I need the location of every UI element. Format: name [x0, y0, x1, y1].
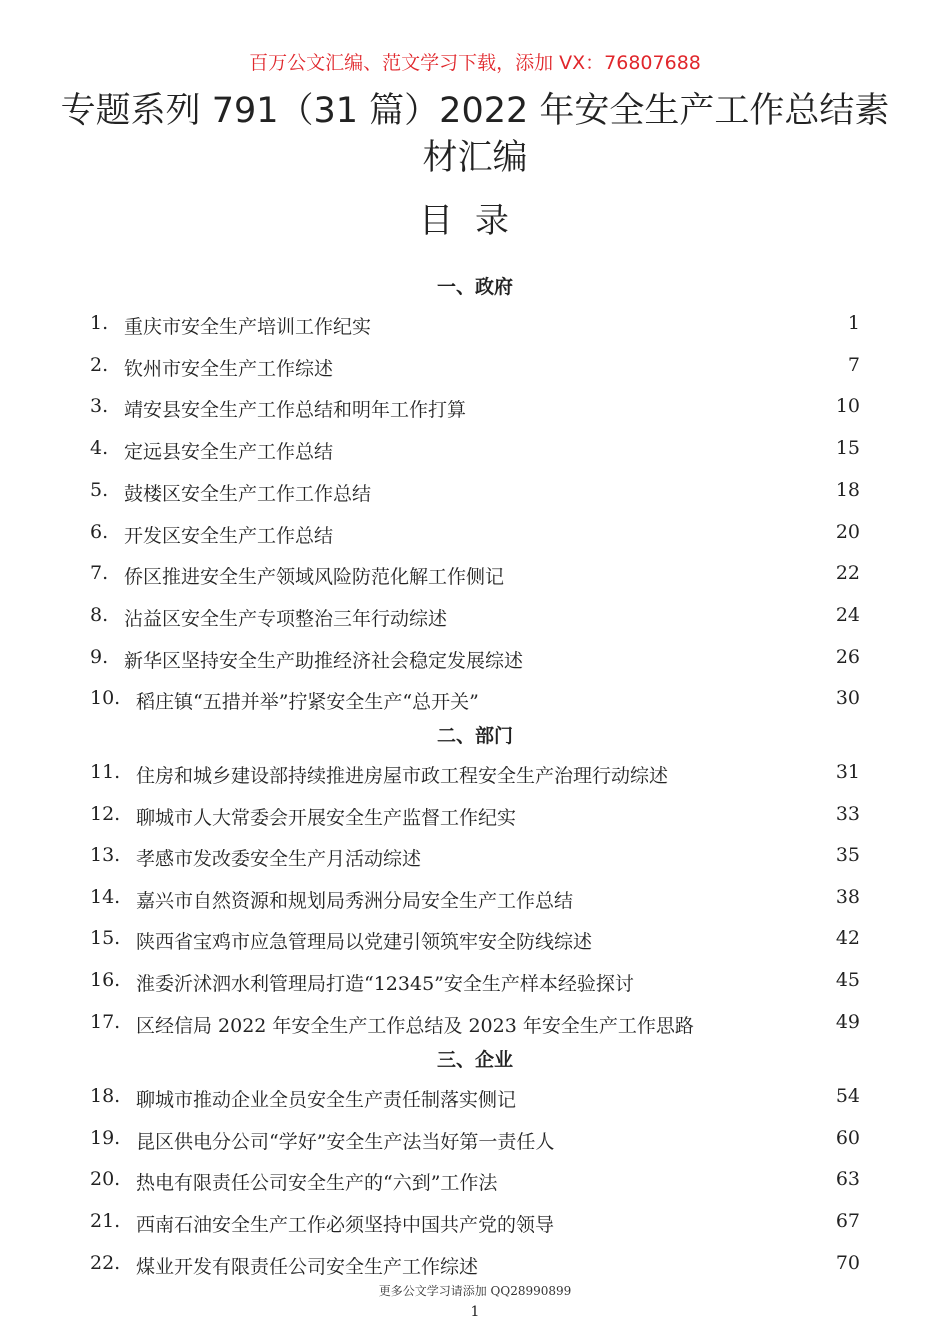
entry-number: 6. — [90, 520, 109, 543]
entry-title: 定远县安全生产工作总结 — [124, 441, 334, 464]
document-title: 专题系列 791（31 篇）2022 年安全生产工作总结素材汇编 — [60, 91, 890, 178]
entry-title: 西南石油安全生产工作必须坚持中国共产党的领导 — [136, 1214, 555, 1237]
entry-title: 区经信局 2022 年安全生产工作总结及 2023 年安全生产工作思路 — [136, 1014, 694, 1037]
entry-title: 稻庄镇“五措并举”拧紧安全生产“总开关” — [136, 691, 479, 714]
entry-number: 12. — [90, 802, 121, 825]
toc-entry[interactable] — [90, 1085, 860, 1113]
entry-page: 26 — [835, 645, 860, 668]
entry-number: 9. — [90, 645, 109, 668]
entry-title: 淮委沂沭泗水利管理局打造“12345”安全生产样本经验探讨 — [136, 973, 634, 995]
toc-entry[interactable] — [90, 479, 860, 507]
toc-entry[interactable] — [90, 1210, 860, 1238]
toc-entry[interactable] — [90, 761, 860, 789]
entry-number: 5. — [90, 478, 109, 501]
entry-number: 10. — [90, 687, 121, 710]
entry-title: 孝感市发改委安全生产月活动综述 — [136, 848, 422, 871]
toc-entry[interactable] — [90, 1127, 860, 1155]
entry-number: 1. — [90, 312, 109, 334]
entry-title: 聊城市人大常委会开展安全生产监督工作纪实 — [136, 806, 517, 829]
toc-entry[interactable] — [90, 969, 860, 997]
toc-entry[interactable] — [90, 803, 860, 831]
entry-title: 开发区安全生产工作总结 — [124, 524, 334, 547]
entry-title: 靖安县安全生产工作总结和明年工作打算 — [124, 399, 467, 422]
entry-title: 侨区推进安全生产领域风险防范化解工作侧记 — [124, 566, 505, 589]
toc-entry[interactable] — [90, 1168, 860, 1196]
entry-number: 14. — [90, 885, 121, 908]
entry-title: 煤业开发有限责任公司安全生产工作综述 — [136, 1255, 479, 1278]
entry-page: 42 — [835, 927, 860, 950]
entry-page: 67 — [835, 1210, 860, 1233]
entry-number: 7. — [90, 562, 109, 585]
entry-page: 33 — [835, 802, 860, 825]
entry-page: 35 — [835, 844, 860, 867]
toc-entry[interactable] — [90, 312, 860, 340]
entry-number: 19. — [90, 1126, 121, 1149]
entry-title: 陕西省宝鸡市应急管理局以党建引领筑牢安全防线综述 — [136, 931, 593, 954]
entry-page: 15 — [835, 437, 860, 460]
entry-number: 3. — [90, 395, 109, 418]
entry-page: 60 — [835, 1126, 860, 1149]
entry-number: 22. — [90, 1251, 121, 1274]
entry-page: 31 — [835, 761, 860, 783]
entry-number: 20. — [90, 1168, 121, 1191]
entry-title: 嘉兴市自然资源和规划局秀洲分局安全生产工作总结 — [136, 889, 574, 912]
entry-page: 54 — [835, 1085, 860, 1107]
entry-title: 新华区坚持安全生产助推经济社会稳定发展综述 — [124, 649, 524, 672]
entry-number: 21. — [90, 1210, 121, 1233]
entry-page: 7 — [847, 353, 860, 376]
toc-entry[interactable] — [90, 1011, 860, 1039]
entry-number: 8. — [90, 603, 109, 626]
toc-entry[interactable] — [90, 395, 860, 423]
entry-page: 22 — [835, 562, 860, 585]
entry-page: 63 — [835, 1168, 860, 1191]
entry-page: 18 — [835, 478, 860, 501]
section-heading: 二、部门 — [436, 725, 513, 747]
section-heading: 三、企业 — [436, 1049, 513, 1071]
toc-entry[interactable] — [90, 927, 860, 955]
entry-title: 沾益区安全生产专项整治三年行动综述 — [124, 607, 448, 630]
entry-page: 10 — [835, 395, 860, 418]
entry-title: 聊城市推动企业全员安全生产责任制落实侧记 — [136, 1089, 517, 1111]
entry-number: 11. — [90, 761, 121, 783]
toc-entry[interactable] — [90, 562, 860, 590]
toc-heading: 目录 — [419, 201, 531, 241]
toc-entry[interactable] — [90, 687, 860, 715]
entry-title: 重庆市安全生产培训工作纪实 — [124, 316, 372, 338]
toc-entry[interactable] — [90, 354, 860, 382]
entry-number: 16. — [90, 969, 121, 991]
section-heading: 一、政府 — [436, 276, 513, 298]
entry-number: 13. — [90, 844, 121, 867]
entry-number: 15. — [90, 927, 121, 950]
entry-title: 住房和城乡建设部持续推进房屋市政工程安全生产治理行动综述 — [136, 765, 669, 787]
toc-entry[interactable] — [90, 604, 860, 632]
entry-title: 鼓楼区安全生产工作工作总结 — [124, 482, 372, 505]
entry-title: 热电有限责任公司安全生产的“六到”工作法 — [136, 1172, 498, 1195]
toc-entry[interactable] — [90, 886, 860, 914]
entry-page: 1 — [847, 312, 860, 334]
entry-page: 45 — [835, 969, 860, 991]
entry-page: 24 — [835, 603, 860, 626]
entry-page: 38 — [835, 885, 860, 908]
promo-banner: 百万公文汇编、范文学习下载，添加 VX：76807688 — [249, 52, 701, 74]
toc-entry[interactable] — [90, 437, 860, 465]
toc-entry[interactable] — [90, 1252, 860, 1280]
entry-page: 20 — [835, 520, 860, 543]
entry-page: 30 — [835, 687, 860, 710]
entry-page: 49 — [835, 1010, 860, 1033]
entry-number: 2. — [90, 353, 109, 376]
toc-entry[interactable] — [90, 646, 860, 674]
entry-number: 4. — [90, 437, 109, 460]
entry-number: 18. — [90, 1085, 121, 1107]
entry-page: 70 — [835, 1251, 860, 1274]
entry-number: 17. — [90, 1010, 121, 1033]
entry-title: 昆区供电分公司“学好”安全生产法当好第一责任人 — [136, 1130, 555, 1153]
page-number: 1 — [470, 1304, 480, 1320]
toc-entry[interactable] — [90, 844, 860, 872]
footer-note: 更多公文学习请添加 QQ28990899 — [378, 1284, 572, 1298]
entry-title: 钦州市安全生产工作综述 — [124, 357, 334, 380]
toc-entry[interactable] — [90, 521, 860, 549]
